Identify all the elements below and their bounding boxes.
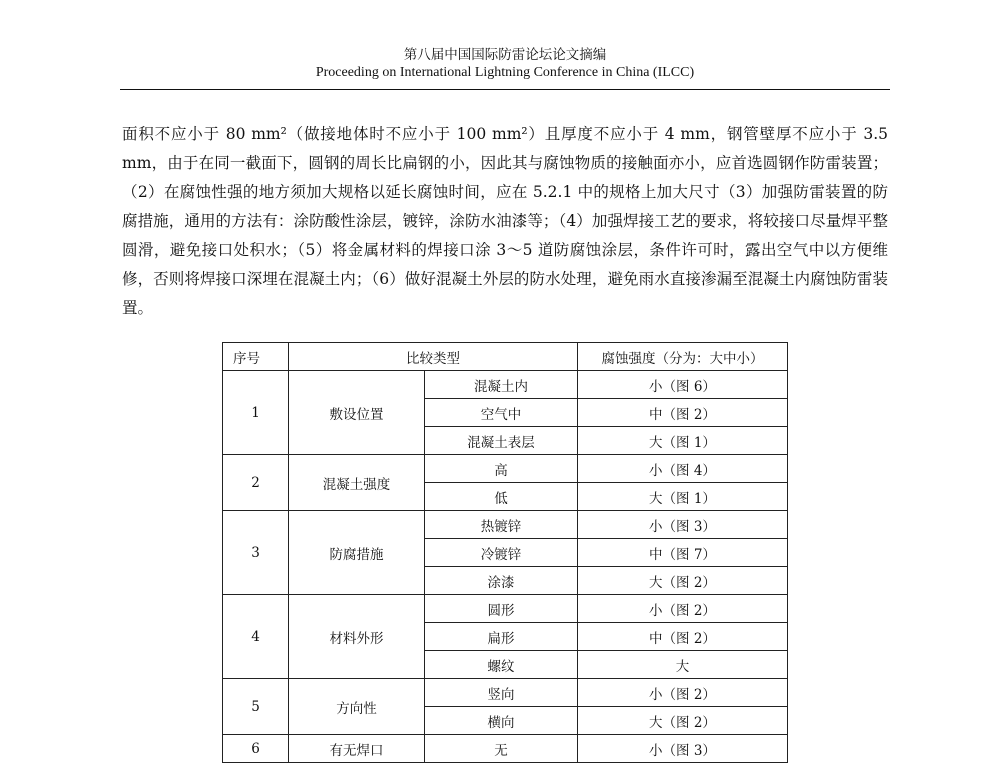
strength-cell: 小（图 3） — [578, 735, 788, 763]
table-header-row — [223, 343, 788, 371]
header-strength: 腐蚀强度（分为：大中小） — [578, 343, 788, 371]
strength-cell: 小（图 6） — [578, 371, 788, 399]
table-row — [223, 371, 788, 399]
item-cell: 螺纹 — [425, 651, 578, 679]
strength-cell: 小（图 3） — [578, 511, 788, 539]
item-cell: 圆形 — [425, 595, 578, 623]
item-cell: 涂漆 — [425, 567, 578, 595]
item-cell: 竖向 — [425, 679, 578, 707]
table-row — [223, 455, 788, 483]
strength-cell: 中（图 2） — [578, 623, 788, 651]
strength-cell: 中（图 7） — [578, 539, 788, 567]
row-index-cell: 4 — [223, 595, 289, 679]
strength-cell: 小（图 2） — [578, 679, 788, 707]
body-paragraph: 面积不应小于 80 mm²（做接地体时不应小于 100 mm²）且厚度不应小于 4 mm，钢管壁厚不应小于 3.5 mm，由于在同一截面下，圆钢的周长比扁钢的小，因此其与腐蚀物质的接触面亦小，应首选圆钢作防雷装置；（2）在腐蚀性强的地方须加大规格以延长腐蚀时间，应在 5.2.1 中的规格上加大尺寸（3）加强防雷装置的防腐措施，通用的方法有：涂防酸性涂层，镀锌，涂防水油漆等；（4）加强焊接工艺的要求，将较接口尽量焊平整圆滑，避免接口处积水；（5）将金属材料的焊接口涂 3～5 道防腐蚀涂层，条件许可时，露出空气中以方便维修，否则将焊接口深埋在混凝土内；（6）做好混凝土外层的防水处理，避免雨水直接渗漏至混凝土内腐蚀防雷装置。 — [122, 125, 888, 317]
category-cell: 材料外形 — [289, 595, 425, 679]
item-cell: 高 — [425, 455, 578, 483]
strength-cell: 中（图 2） — [578, 399, 788, 427]
strength-cell: 大 — [578, 651, 788, 679]
strength-cell: 大（图 1） — [578, 427, 788, 455]
table-row — [223, 679, 788, 707]
item-cell: 混凝土内 — [425, 371, 578, 399]
strength-cell: 大（图 2） — [578, 567, 788, 595]
item-cell: 空气中 — [425, 399, 578, 427]
table-row — [223, 595, 788, 623]
row-index-cell: 3 — [223, 511, 289, 595]
header-title-en: Proceeding on International Lightning Conference in China (ILCC) — [315, 65, 695, 80]
item-cell: 横向 — [425, 707, 578, 735]
item-cell: 低 — [425, 483, 578, 511]
row-index-cell: 5 — [223, 679, 289, 735]
header-index: 序号 — [223, 343, 289, 371]
category-cell: 敷设位置 — [289, 371, 425, 455]
item-cell: 扁形 — [425, 623, 578, 651]
table-row — [223, 511, 788, 539]
row-index-cell: 2 — [223, 455, 289, 511]
page-header — [120, 46, 890, 82]
comparison-table — [222, 342, 788, 763]
strength-cell: 大（图 2） — [578, 707, 788, 735]
category-cell: 混凝土强度 — [289, 455, 425, 511]
strength-cell: 小（图 4） — [578, 455, 788, 483]
category-cell: 有无焊口 — [289, 735, 425, 763]
row-index-cell: 1 — [223, 371, 289, 455]
header-rule — [120, 89, 890, 90]
category-cell: 防腐措施 — [289, 511, 425, 595]
table-row — [223, 735, 788, 763]
item-cell: 无 — [425, 735, 578, 763]
item-cell: 冷镀锌 — [425, 539, 578, 567]
header-type: 比较类型 — [289, 343, 578, 371]
body-text — [122, 120, 888, 323]
row-index-cell: 6 — [223, 735, 289, 763]
item-cell: 热镀锌 — [425, 511, 578, 539]
header-title-cn: 第八届中国国际防雷论坛论文摘编 — [403, 47, 607, 63]
strength-cell: 大（图 1） — [578, 483, 788, 511]
category-cell: 方向性 — [289, 679, 425, 735]
strength-cell: 小（图 2） — [578, 595, 788, 623]
item-cell: 混凝土表层 — [425, 427, 578, 455]
table-body — [223, 371, 788, 763]
